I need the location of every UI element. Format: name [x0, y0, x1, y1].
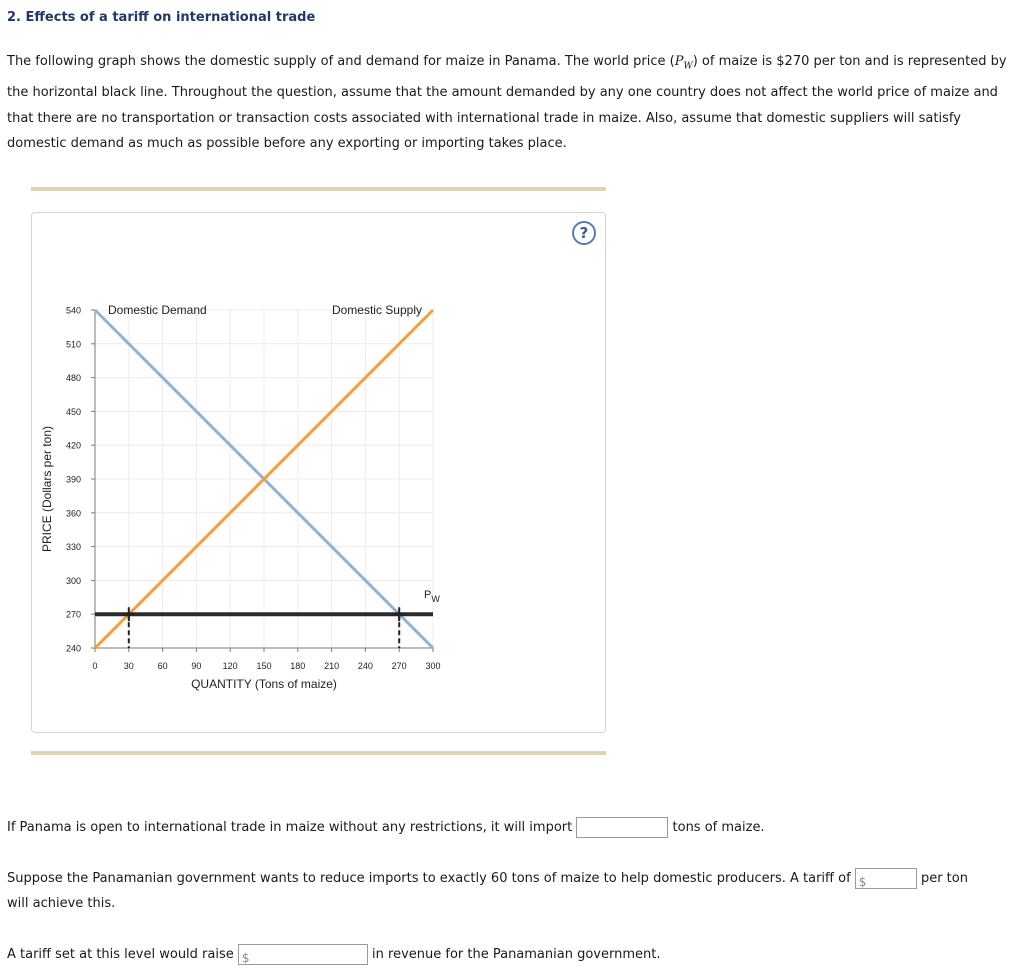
y-tick-label: 480: [65, 373, 81, 384]
y-tick-label: 510: [65, 339, 81, 350]
y-tick-label: 390: [65, 474, 81, 485]
intro-text-2: ) of maize is $270 per ton and is represented by the horizontal black line. Throughout the question, assume that the amount demanded by any one country does not affect the world price of maize and that there are no transportation or transaction costs associated with international trade in maize. Also, assume that domestic suppliers will satisfy domestic demand as much as possible before any exporting or importing takes place.: [7, 54, 1007, 152]
tariff-input[interactable]: [855, 868, 917, 889]
help-icon[interactable]: ?: [572, 221, 596, 245]
x-tick-label: 270: [391, 661, 407, 671]
x-tick-label: 30: [123, 661, 134, 671]
revenue-question: [7, 942, 660, 967]
x-tick-label: 60: [157, 661, 168, 671]
y-tick-label: 330: [65, 542, 81, 553]
dollar-sign: $: [241, 951, 250, 965]
x-tick-label: 90: [191, 661, 202, 671]
imports-input[interactable]: [576, 817, 668, 838]
x-tick-label: 240: [357, 661, 373, 671]
x-tick-label: 210: [324, 661, 340, 671]
dollar-sign: $: [858, 875, 867, 889]
world-price-symbol: $P_W$: [674, 54, 693, 72]
x-axis-title: QUANTITY (Tons of maize): [191, 677, 337, 691]
y-axis-title: PRICE (Dollars per ton): [40, 425, 54, 553]
x-tick-label: 0: [92, 661, 98, 671]
y-tick-label: 360: [65, 508, 81, 519]
x-tick-label: 150: [256, 661, 272, 671]
demand-label: Domestic Demand: [108, 303, 207, 317]
y-tick-label: 540: [65, 305, 81, 316]
intro-text-1: The following graph shows the domestic supply of and demand for maize in Panama. The world price (: [7, 54, 675, 69]
x-tick-label: 180: [290, 661, 306, 671]
supply-label: Domestic Supply: [331, 303, 422, 317]
revenue-question-unit: in revenue for the Panamanian government.: [372, 947, 661, 962]
import-question: [7, 815, 765, 840]
revenue-input[interactable]: [238, 944, 368, 965]
world-price-label: $P_W$: [424, 589, 440, 605]
x-tick-label: 120: [222, 661, 238, 671]
tariff-question-end: will achieve this.: [7, 896, 116, 911]
import-question-unit: tons of maize.: [672, 820, 765, 835]
y-tick-label: 240: [65, 643, 81, 654]
import-question-text: If Panama is open to international trade in maize without any restrictions, it will import: [7, 820, 573, 835]
question-title: 2. Effects of a tariff on international trade: [7, 10, 316, 25]
y-tick-label: 420: [65, 440, 81, 451]
tariff-question-text: Suppose the Panamanian government wants to reduce imports to exactly 60 tons of maize to help domestic producers. A tariff of: [7, 871, 851, 886]
x-tick-label: 300: [425, 661, 441, 671]
y-tick-label: 300: [65, 575, 81, 586]
y-tick-label: 450: [65, 406, 81, 417]
revenue-question-text: A tariff set at this level would raise: [7, 947, 234, 962]
y-tick-label: 270: [65, 609, 81, 620]
tariff-question-unit: per ton: [920, 871, 968, 886]
tariff-question: [7, 866, 1007, 916]
